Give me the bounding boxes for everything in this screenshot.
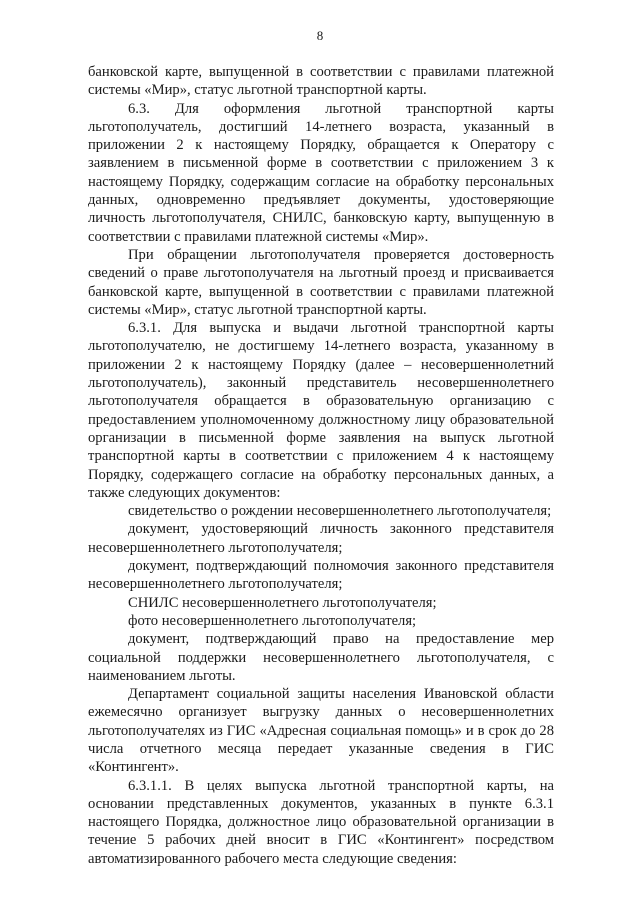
paragraph-6-3: 6.3. Для оформления льготной транспортной карты льготополучатель, достигший 14-летнего возраста, указанный в приложении 2 к настоящему Порядку, обращается к Оператору с заявлением в письменной форме в соответствии с приложением 3 к настоящему Порядку, содержащим согласие на обработку персональных данных, одновременно предъявляет документы, удостоверяющие личность льготополучателя, СНИЛС, банковскую карту, выпущенную в соответствии с правилами платежной системы «Мир». bbox=[88, 100, 554, 245]
page-number: 8 bbox=[316, 28, 324, 43]
list-item-benefit-document: документ, подтверждающий право на предоставление мер социальной поддержки несовершеннолетнего льготополучателя, с наименованием льготы. bbox=[88, 631, 554, 684]
list-item-snils: СНИЛС несовершеннолетнего льготополучателя; bbox=[128, 594, 437, 611]
paragraph-6-3-1-1: 6.3.1.1. В целях выпуска льготной транспортной карты, на основании представленных документов, указанных в пункте 6.3.1 настоящего Порядка, должностное лицо образовательной организации в течение 5 рабочих дней вносит в ГИС «Контингент» посредством автоматизированного рабочего места следующие сведения: bbox=[88, 777, 554, 867]
list-item-identity-document: документ, удостоверяющий личность законного представителя несовершеннолетнего льготополучателя; bbox=[88, 521, 554, 556]
paragraph-department: Департамент социальной защиты населения Ивановской области ежемесячно организует выгрузку данных о несовершеннолетних льготополучателях из ГИС «Адресная социальная помощь» и в срок до 28 числа отчетного месяца передает указанные сведения в ГИС «Контингент». bbox=[88, 686, 554, 776]
list-item-birth-certificate: свидетельство о рождении несовершеннолетнего льготополучателя; bbox=[128, 503, 552, 520]
list-item-photo: фото несовершеннолетнего льготополучателя; bbox=[128, 612, 417, 629]
paragraph-6-3-1: 6.3.1. Для выпуска и выдачи льготной транспортной карты льготополучателю, не достигшему 14-летнего возраста, указанному в приложении 2 к настоящему Порядку (далее – несовершеннолетний льготополучатель), законный представитель несовершеннолетнего льготополучателя обращается в образовательную организацию с предоставлением уполномоченному должностному лицу образовательной организации в письменной форме заявления на выпуск льготной транспортной карты в соответствии с приложением 4 к настоящему Порядку, содержащего согласие на обработку персональных данных, а также следующих документов: bbox=[88, 320, 554, 501]
document-body bbox=[88, 63, 554, 868]
paragraph-continuation: банковской карте, выпущенной в соответствии с правилами платежной системы «Мир», статус льготной транспортной карты. bbox=[88, 64, 554, 99]
paragraph-verification: При обращении льготополучателя проверяется достоверность сведений о праве льготополучателя на льготный проезд и присваивается банковской карте, выпущенной в соответствии с правилами платежной системы «Мир», статус льготной транспортной карты. bbox=[88, 246, 554, 318]
list-item-authority-document: документ, подтверждающий полномочия законного представителя несовершеннолетнего льготополучателя; bbox=[88, 558, 554, 593]
